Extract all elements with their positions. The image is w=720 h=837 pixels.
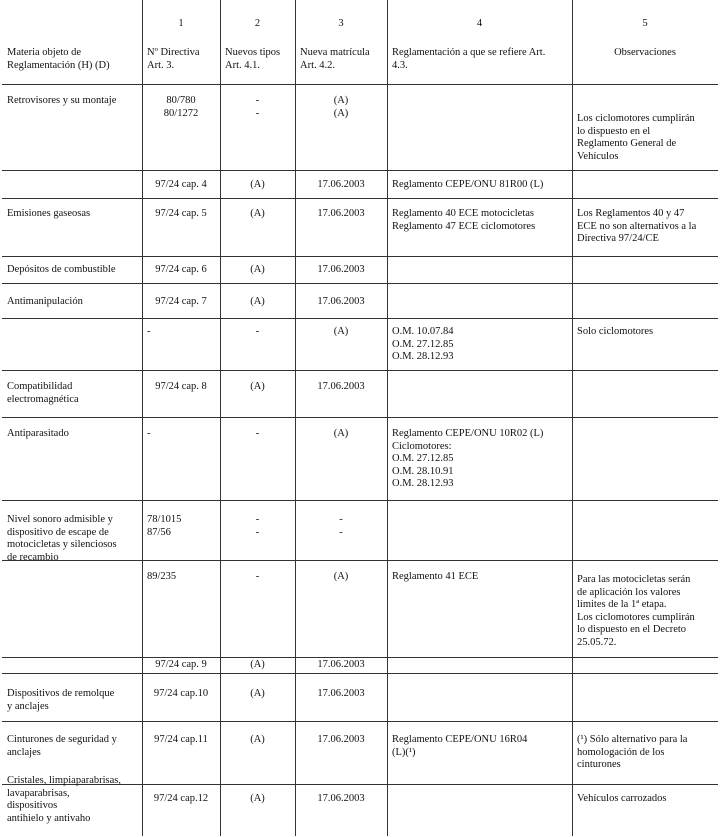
column-divider — [295, 0, 296, 836]
cell-reglamentacion: Reglamento 41 ECE — [392, 571, 479, 582]
cell-materia: Antimanipulación — [7, 296, 83, 307]
cell-nuevos-tipos: - - — [255, 514, 260, 538]
row-divider — [2, 657, 718, 658]
cell-nueva-matricula: (A) (A) — [333, 95, 349, 119]
cell-nueva-matricula: 17.06.2003 — [317, 264, 365, 275]
cell-nuevos-tipos: (A) — [250, 296, 265, 307]
cell-observaciones: Los ciclomotores cumplirán lo dispuesto en el Reglamento General de Vehículos — [577, 113, 695, 162]
column-divider — [220, 0, 221, 836]
regulation-table — [2, 0, 718, 836]
row-divider — [2, 256, 718, 257]
row-divider — [2, 318, 718, 319]
row-divider — [2, 673, 718, 674]
cell-nueva-matricula: - - — [339, 514, 343, 538]
cell-nueva-matricula: (A) — [333, 326, 349, 337]
cell-directiva: 97/24 cap. 6 — [155, 264, 207, 275]
header-observaciones: Observaciones — [614, 47, 676, 58]
cell-directiva: - — [147, 326, 151, 337]
cell-observaciones: Solo ciclomotores — [577, 326, 654, 337]
cell-nuevos-tipos: - — [255, 326, 260, 337]
cell-observaciones: Vehículos carrozados — [577, 793, 667, 804]
cell-nuevos-tipos: (A) — [250, 793, 265, 804]
cell-observaciones: Los Reglamentos 40 y 47 ECE no son alternativos a la Directiva 97/24/CE — [577, 208, 697, 244]
cell-nueva-matricula: 17.06.2003 — [317, 793, 365, 804]
cell-directiva: 89/235 — [147, 571, 177, 582]
row-divider — [2, 721, 718, 722]
column-number: 4 — [476, 18, 483, 29]
cell-materia: Cristales, limpiaparabrisas, lavaparabrisas, dispositivos antihielo y antivaho — [7, 775, 122, 824]
cell-nueva-matricula: 17.06.2003 — [317, 296, 365, 307]
cell-directiva: 97/24 cap. 9 — [155, 659, 207, 670]
row-divider — [2, 198, 718, 199]
cell-reglamentacion: Reglamento CEPE/ONU 81R00 (L) — [392, 179, 544, 190]
cell-directiva: 97/24 cap.12 — [153, 793, 209, 804]
cell-materia: Antiparasitado — [7, 428, 69, 439]
column-number: 1 — [178, 18, 184, 29]
cell-nuevos-tipos: (A) — [250, 381, 265, 392]
header-nueva-matricula: Nueva matrícula Art. 4.2. — [300, 47, 370, 71]
row-divider — [2, 500, 718, 501]
cell-reglamentacion: Reglamento CEPE/ONU 16R04 (L)(¹) — [392, 734, 528, 758]
cell-directiva: 97/24 cap.11 — [154, 734, 208, 745]
cell-materia: Depósitos de combustible — [7, 264, 116, 275]
column-divider — [142, 0, 143, 836]
cell-nueva-matricula: 17.06.2003 — [317, 179, 365, 190]
row-divider — [2, 370, 718, 371]
cell-directiva: 97/24 cap. 8 — [155, 381, 207, 392]
column-number: 5 — [642, 18, 648, 29]
cell-nuevos-tipos: (A) — [250, 688, 265, 699]
cell-nuevos-tipos: - — [255, 571, 260, 582]
cell-nuevos-tipos: (A) — [250, 659, 265, 670]
cell-directiva: 97/24 cap. 7 — [155, 296, 207, 307]
column-number: 3 — [338, 18, 344, 29]
row-divider — [2, 417, 718, 418]
column-divider — [387, 0, 388, 836]
cell-nueva-matricula: 17.06.2003 — [317, 659, 365, 670]
column-number: 2 — [254, 18, 261, 29]
cell-directiva: 78/1015 87/56 — [147, 514, 182, 538]
column-divider — [572, 0, 573, 836]
cell-nueva-matricula: 17.06.2003 — [317, 208, 365, 219]
header-reglamentacion: Reglamentación a que se refiere Art. 4.3. — [392, 47, 546, 71]
row-divider — [2, 84, 718, 85]
cell-observaciones: Para las motocicletas serán de aplicación los valores límites de la 1ª etapa. Los ciclomotores cumplirán lo dispuesto en el Decreto 25.05.72. — [577, 574, 695, 648]
cell-nueva-matricula: (A) — [333, 428, 349, 439]
cell-nuevos-tipos: (A) — [250, 734, 265, 745]
cell-materia: Nivel sonoro admisible y dispositivo de escape de motocicletas y silenciosos de recambio — [7, 514, 117, 563]
cell-directiva: 80/780 80/1272 — [163, 95, 199, 119]
cell-directiva: 97/24 cap. 4 — [155, 179, 207, 190]
cell-nuevos-tipos: (A) — [250, 264, 265, 275]
cell-directiva: - — [147, 428, 151, 439]
cell-observaciones: (¹) Sólo alternativo para la homologación de los cinturones — [577, 734, 688, 770]
cell-nueva-matricula: 17.06.2003 — [317, 381, 365, 392]
cell-nuevos-tipos: - — [255, 428, 260, 439]
cell-nuevos-tipos: (A) — [250, 179, 265, 190]
cell-nuevos-tipos: (A) — [250, 208, 265, 219]
header-directiva: Nº Directiva Art. 3. — [147, 47, 200, 71]
cell-materia: Dispositivos de remolque y anclajes — [7, 688, 115, 712]
header-materia: Materia objeto de Reglamentación (H) (D) — [7, 47, 110, 71]
cell-materia: Compatibilidad electromagnética — [7, 381, 79, 405]
cell-nueva-matricula: (A) — [333, 571, 349, 582]
cell-reglamentacion: Reglamento CEPE/ONU 10R02 (L) Ciclomotores: O.M. 27.12.85 O.M. 28.10.91 O.M. 28.12.93 — [392, 428, 544, 489]
cell-reglamentacion: Reglamento 40 ECE motocicletas Reglamento 47 ECE ciclomotores — [392, 208, 536, 232]
cell-reglamentacion: O.M. 10.07.84 O.M. 27.12.85 O.M. 28.12.93 — [392, 326, 454, 362]
cell-nueva-matricula: 17.06.2003 — [317, 688, 365, 699]
cell-nuevos-tipos: - - — [255, 95, 260, 119]
cell-nueva-matricula: 17.06.2003 — [317, 734, 365, 745]
cell-directiva: 97/24 cap. 5 — [155, 208, 207, 219]
row-divider — [2, 170, 718, 171]
header-nuevos-tipos: Nuevos tipos Art. 4.1. — [225, 47, 281, 71]
cell-materia: Retrovisores y su montaje — [7, 95, 117, 106]
cell-directiva: 97/24 cap.10 — [153, 688, 209, 699]
cell-materia: Emisiones gaseosas — [7, 208, 91, 219]
row-divider — [2, 283, 718, 284]
cell-materia: Cinturones de seguridad y anclajes — [7, 734, 117, 758]
